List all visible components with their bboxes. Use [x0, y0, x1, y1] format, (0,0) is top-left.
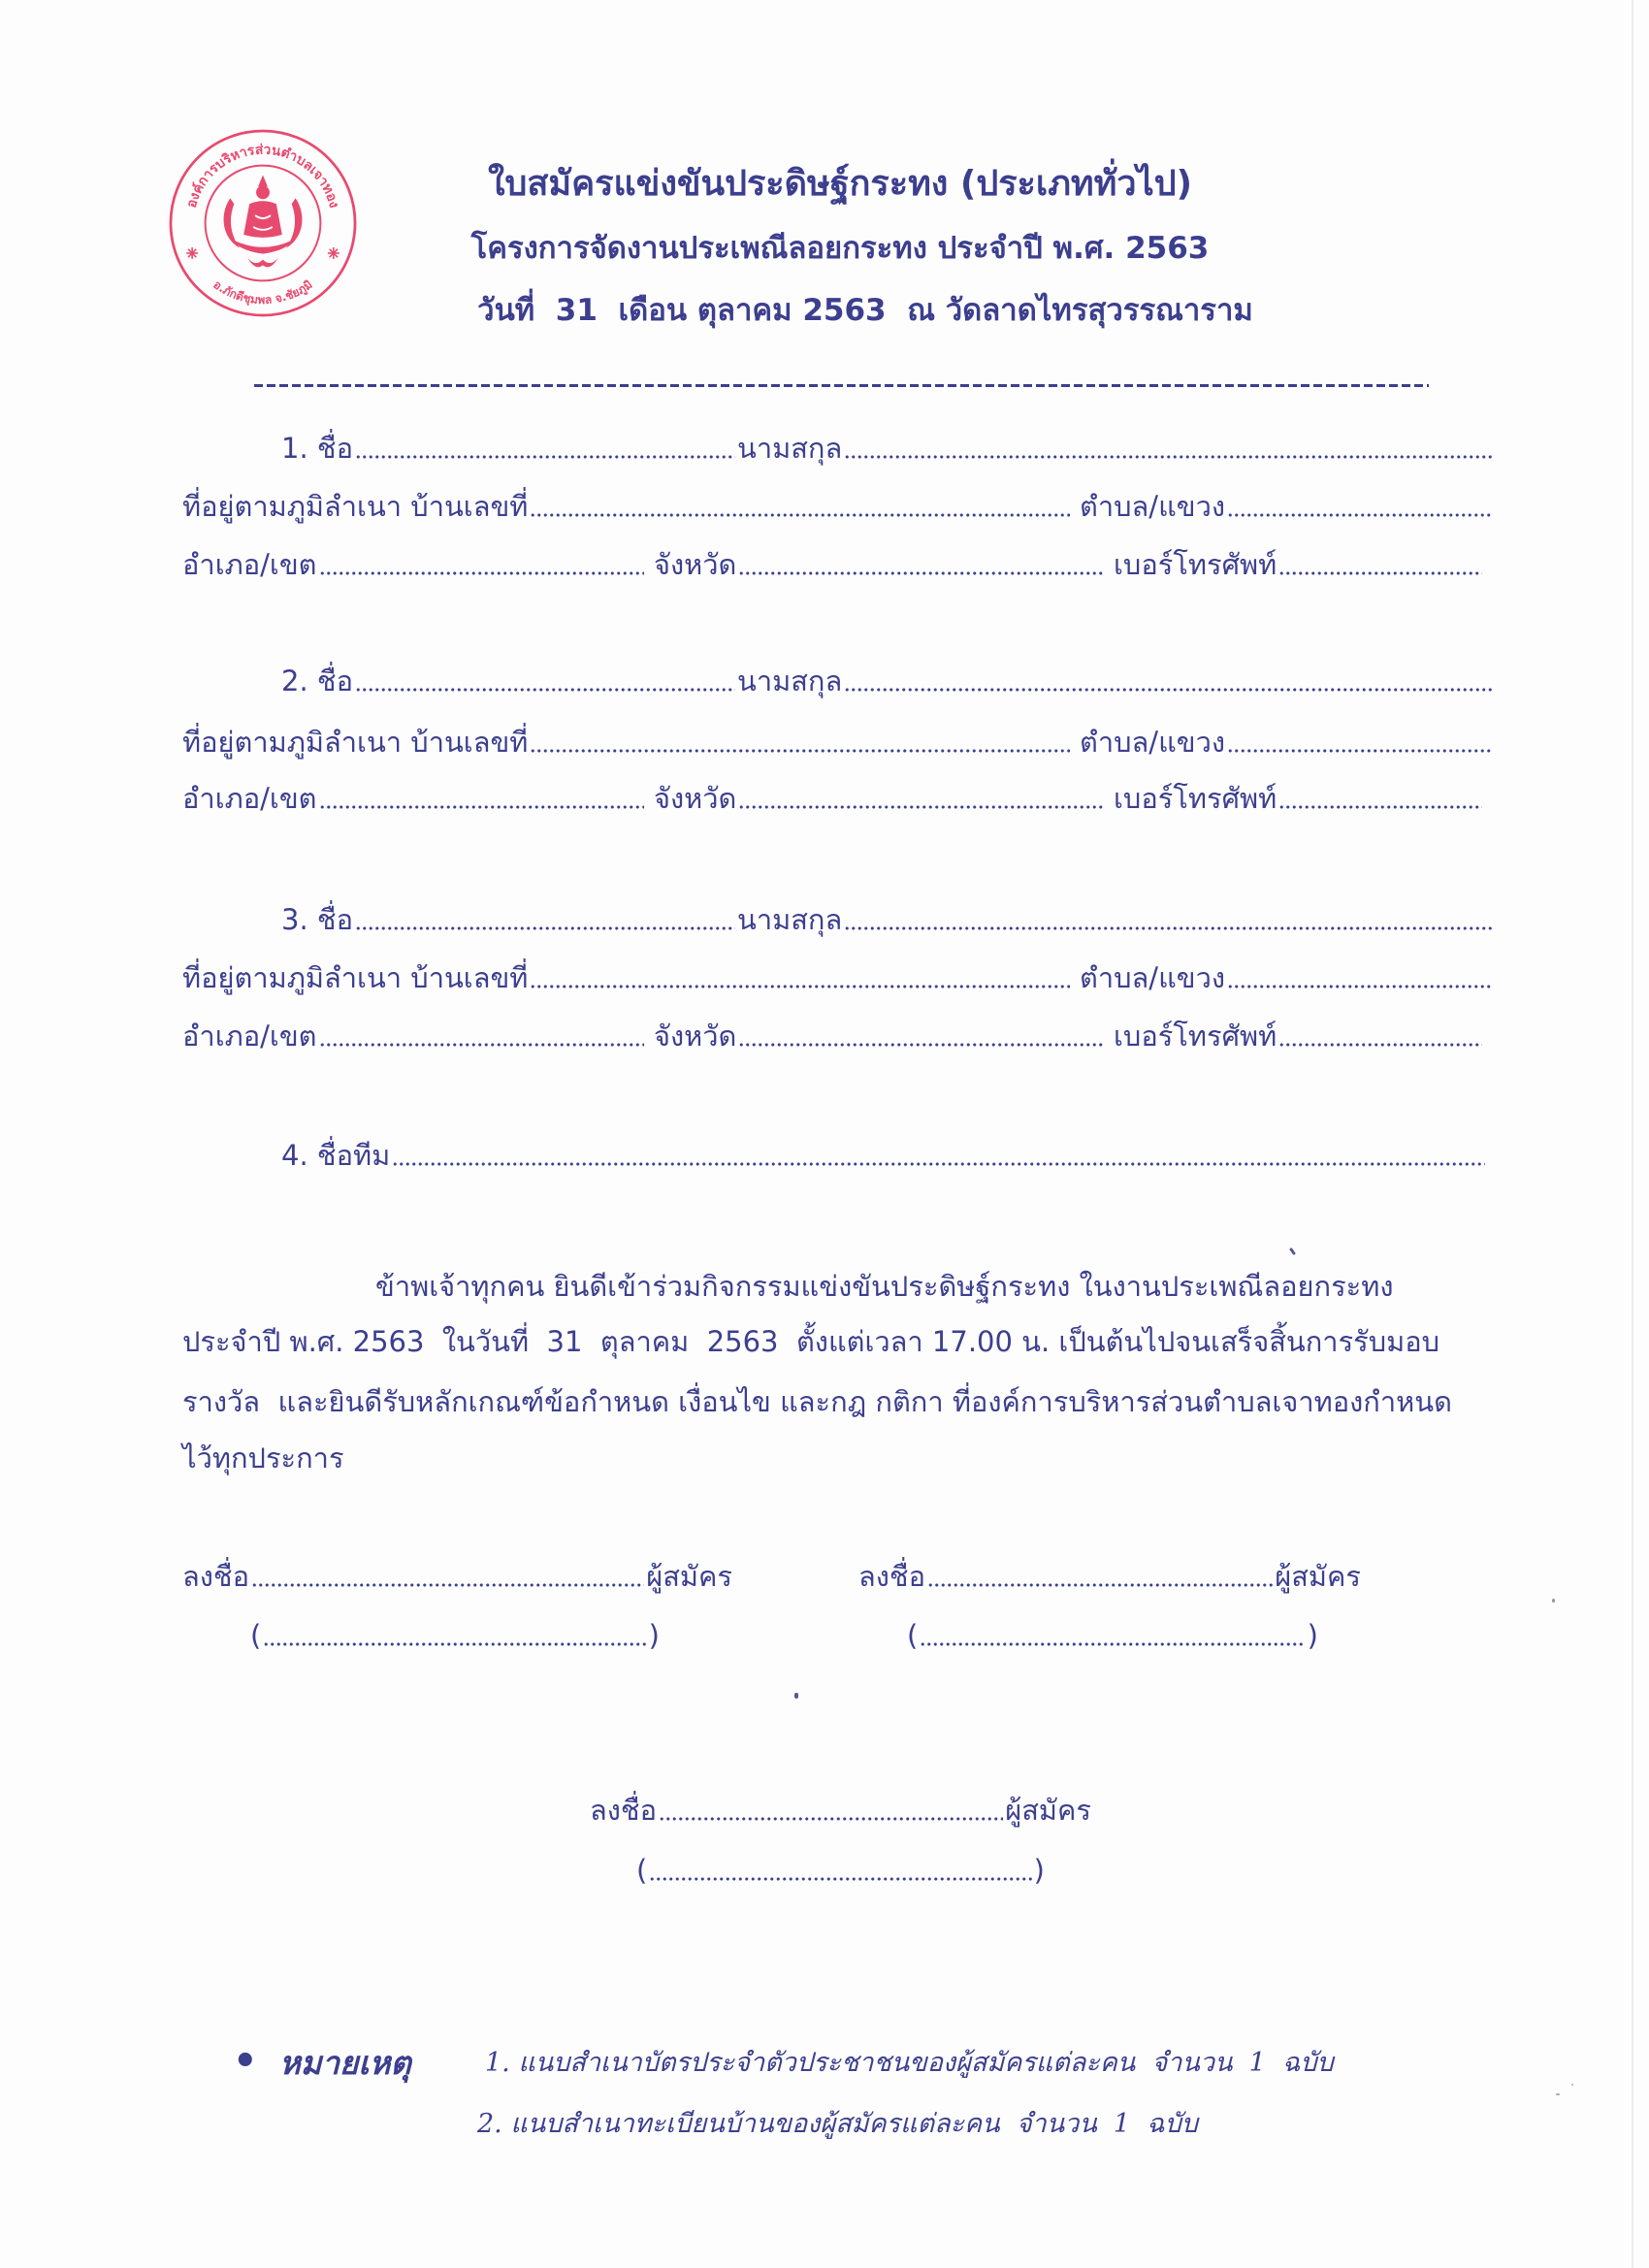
applicant-3-surname-label: นามสกุล [737, 903, 843, 936]
applicant-2-name-label: 2. ชื่อ [281, 664, 353, 697]
signature-3-printed-name-blank [649, 1877, 1031, 1881]
applicant-3-name-blank [355, 926, 735, 930]
signature-3-role: ผู้สมัคร [1005, 1794, 1091, 1827]
applicant-2-district-label: อำเภอ/เขต [182, 782, 317, 815]
team-name-row [281, 1134, 1487, 1177]
applicant-2-phone-label: เบอร์โทรศัพท์ [1114, 782, 1277, 815]
declaration-line-4: ไว้ทุกประการ [182, 1442, 344, 1474]
applicant-1-address-row [182, 485, 1494, 528]
applicant-2-province-label: จังหวัด [654, 782, 737, 815]
signature-3-open-paren: ( [636, 1854, 648, 1887]
signature-1-role: ผู้สมัคร [646, 1560, 732, 1593]
signature-1-open-paren: ( [250, 1619, 262, 1652]
applicant-1-phone-blank [1278, 571, 1482, 575]
applicant-2-subdistrict-blank [1227, 749, 1492, 753]
signature-3-close-paren: ) [1033, 1854, 1045, 1887]
applicant-3-address-label: ที่อยู่ตามภูมิลำเนา บ้านเลขที่ [182, 961, 529, 994]
seal-top-text: องค์การบริหารส่วนตำบลเจาทอง [183, 142, 342, 211]
signature-2-printed-name-blank [920, 1642, 1305, 1646]
applicant-2-address-row [182, 721, 1494, 763]
applicant-1-address-label: ที่อยู่ตามภูมิลำเนา บ้านเลขที่ [182, 490, 529, 523]
declaration-line-1: ข้าพเจ้าทุกคน ยินดีเข้าร่วมกิจกรรมแข่งขันประดิษฐ์กระทง ในงานประเพณีลอยกระทง [375, 1270, 1394, 1303]
team-name-blank [392, 1162, 1485, 1166]
applicant-1-name-blank [355, 455, 735, 459]
seal-emblem-figure-icon [224, 176, 303, 268]
applicant-3-name-row [281, 898, 1494, 941]
declaration-line-3: รางวัล และยินดีรับหลักเกณฑ์ข้อกำหนด เงื่อนไข และกฎ กติกา ที่องค์การบริหารส่วนตำบลเจาทองกำหนด [182, 1385, 1452, 1418]
applicant-1-subdistrict-segment [1072, 485, 1494, 528]
signature-1-row [182, 1555, 732, 1598]
applicant-3-address-blank [530, 985, 1070, 988]
scan-speck [1552, 1599, 1555, 1603]
applicant-2-surname-label: นามสกุล [737, 664, 843, 697]
signature-2-role: ผู้สมัคร [1275, 1560, 1361, 1593]
applicant-2-province-blank [738, 805, 1104, 809]
scan-speck [794, 1693, 798, 1699]
applicant-3-province-segment [646, 1015, 1106, 1057]
applicant-3-address-segment [182, 956, 1072, 999]
applicant-2-name-blank [355, 688, 735, 692]
applicant-3-province-label: จังหวัด [654, 1020, 737, 1053]
signature-2-label: ลงชื่อ [858, 1560, 926, 1593]
applicant-3-subdistrict-segment [1072, 956, 1494, 999]
scan-edge [1632, 0, 1633, 2268]
applicant-1-phone-segment [1106, 543, 1484, 586]
applicant-3-surname-segment [737, 898, 1494, 941]
signature-2-blank [927, 1583, 1273, 1587]
applicant-3-phone-label: เบอร์โทรศัพท์ [1114, 1020, 1277, 1053]
applicant-3-phone-blank [1278, 1043, 1482, 1047]
applicant-2-phone-blank [1278, 805, 1482, 809]
applicant-1-address-blank [530, 513, 1070, 517]
applicant-1-name-label: 1. ชื่อ [281, 432, 353, 465]
scan-speck [1556, 2093, 1560, 2095]
signature-2-open-paren: ( [907, 1619, 919, 1652]
form-title: ใบสมัครแข่งขันประดิษฐ์กระทง (ประเภททั่วไป) [487, 164, 1193, 204]
signature-1-printed-name-blank [263, 1642, 646, 1646]
applicant-2-subdistrict-segment [1072, 721, 1494, 763]
signature-3-row [590, 1789, 1091, 1831]
applicant-3-subdistrict-label: ตำบล/แขวง [1080, 961, 1226, 994]
applicant-3-name-label: 3. ชื่อ [281, 903, 353, 936]
applicant-2-name-segment [281, 660, 737, 702]
signature-1-label: ลงชื่อ [182, 1560, 250, 1593]
applicant-3-district-row [182, 1015, 1484, 1057]
applicant-3-district-label: อำเภอ/เขต [182, 1020, 317, 1053]
applicant-3-surname-blank [844, 926, 1492, 930]
applicant-2-subdistrict-label: ตำบล/แขวง [1080, 726, 1226, 759]
applicant-1-province-blank [738, 571, 1104, 575]
event-date-line: วันที่ 31 เดือน ตุลาคม 2563 ณ วัดลาดไทรสุวรรณาราม [477, 293, 1253, 328]
applicant-1-surname-label: นามสกุล [737, 432, 843, 465]
note-item-1: 1. แนบสำเนาบัตรประจำตัวประชาชนของผู้สมัครแต่ละคน จำนวน 1 ฉบับ [485, 2048, 1334, 2078]
applicant-1-address-segment [182, 485, 1072, 528]
applicant-1-district-row [182, 543, 1484, 586]
applicant-1-province-segment [646, 543, 1106, 586]
signature-1-close-paren: ) [648, 1619, 660, 1652]
applicant-2-phone-segment [1106, 777, 1484, 820]
applicant-1-surname-segment [737, 427, 1494, 470]
applicant-1-district-label: อำเภอ/เขต [182, 548, 317, 581]
applicant-2-name-row [281, 660, 1494, 702]
signature-1-printed-name-row [250, 1614, 660, 1657]
team-name-label: 4. ชื่อทีม [281, 1139, 391, 1172]
applicant-3-phone-segment [1106, 1015, 1484, 1057]
signature-2-close-paren: ) [1307, 1619, 1318, 1652]
signature-2-printed-name-row [907, 1614, 1318, 1657]
declaration-line-2: ประจำปี พ.ศ. 2563 ในวันที่ 31 ตุลาคม 2563 ตั้งแต่เวลา 17.00 น. เป็นต้นไปจนเสร็จสิ้นการรับมอบ [182, 1325, 1440, 1358]
applicant-2-district-blank [319, 805, 645, 809]
applicant-1-province-label: จังหวัด [654, 548, 737, 581]
seal-bottom-lettering [210, 277, 314, 307]
applicant-2-address-label: ที่อยู่ตามภูมิลำเนา บ้านเลขที่ [182, 726, 529, 759]
note-item-2: 2. แนบสำเนาทะเบียนบ้านของผู้สมัครแต่ละคน จำนวน 1 ฉบับ [477, 2109, 1198, 2139]
header-divider [254, 384, 1429, 387]
applicant-2-district-row [182, 777, 1484, 820]
signature-3-blank [659, 1817, 1003, 1821]
applicant-2-surname-blank [844, 688, 1492, 692]
applicant-3-name-segment [281, 898, 737, 941]
scan-speck [1571, 2084, 1573, 2086]
applicant-1-subdistrict-label: ตำบล/แขวง [1080, 490, 1226, 523]
applicant-1-name-segment [281, 427, 737, 470]
applicant-2-address-blank [530, 749, 1070, 753]
note-bullet: • [233, 2039, 258, 2084]
applicant-1-phone-label: เบอร์โทรศัพท์ [1114, 548, 1277, 581]
signature-2-row [858, 1555, 1361, 1598]
seal-star-left-icon [186, 247, 198, 259]
applicant-2-district-segment [182, 777, 646, 820]
applicant-3-subdistrict-blank [1227, 985, 1492, 988]
applicant-1-district-blank [319, 571, 645, 575]
signature-3-printed-name-row [636, 1849, 1045, 1892]
signature-3-label: ลงชื่อ [590, 1794, 658, 1827]
applicant-1-surname-blank [844, 455, 1492, 459]
applicant-3-address-row [182, 956, 1494, 999]
applicant-1-district-segment [182, 543, 646, 586]
applicant-3-district-segment [182, 1015, 646, 1057]
seal-bottom-text: อ.ภักดีชุมพล จ.ชัยภูมิ [210, 277, 315, 308]
seal-star-right-icon [328, 247, 340, 259]
applicant-1-subdistrict-blank [1227, 513, 1492, 517]
project-title: โครงการจัดงานประเพณีลอยกระทง ประจำปี พ.ศ. 2563 [470, 231, 1210, 266]
applicant-1-name-row [281, 427, 1494, 470]
organization-seal [167, 127, 359, 319]
signature-1-blank [251, 1583, 644, 1587]
applicant-2-province-segment [646, 777, 1106, 820]
applicant-2-surname-segment [737, 660, 1494, 702]
applicant-3-province-blank [738, 1043, 1104, 1047]
applicant-3-district-blank [319, 1043, 645, 1047]
note-label: หมายเหตุ [279, 2044, 411, 2082]
applicant-2-address-segment [182, 721, 1072, 763]
scan-speck [1289, 1247, 1296, 1255]
